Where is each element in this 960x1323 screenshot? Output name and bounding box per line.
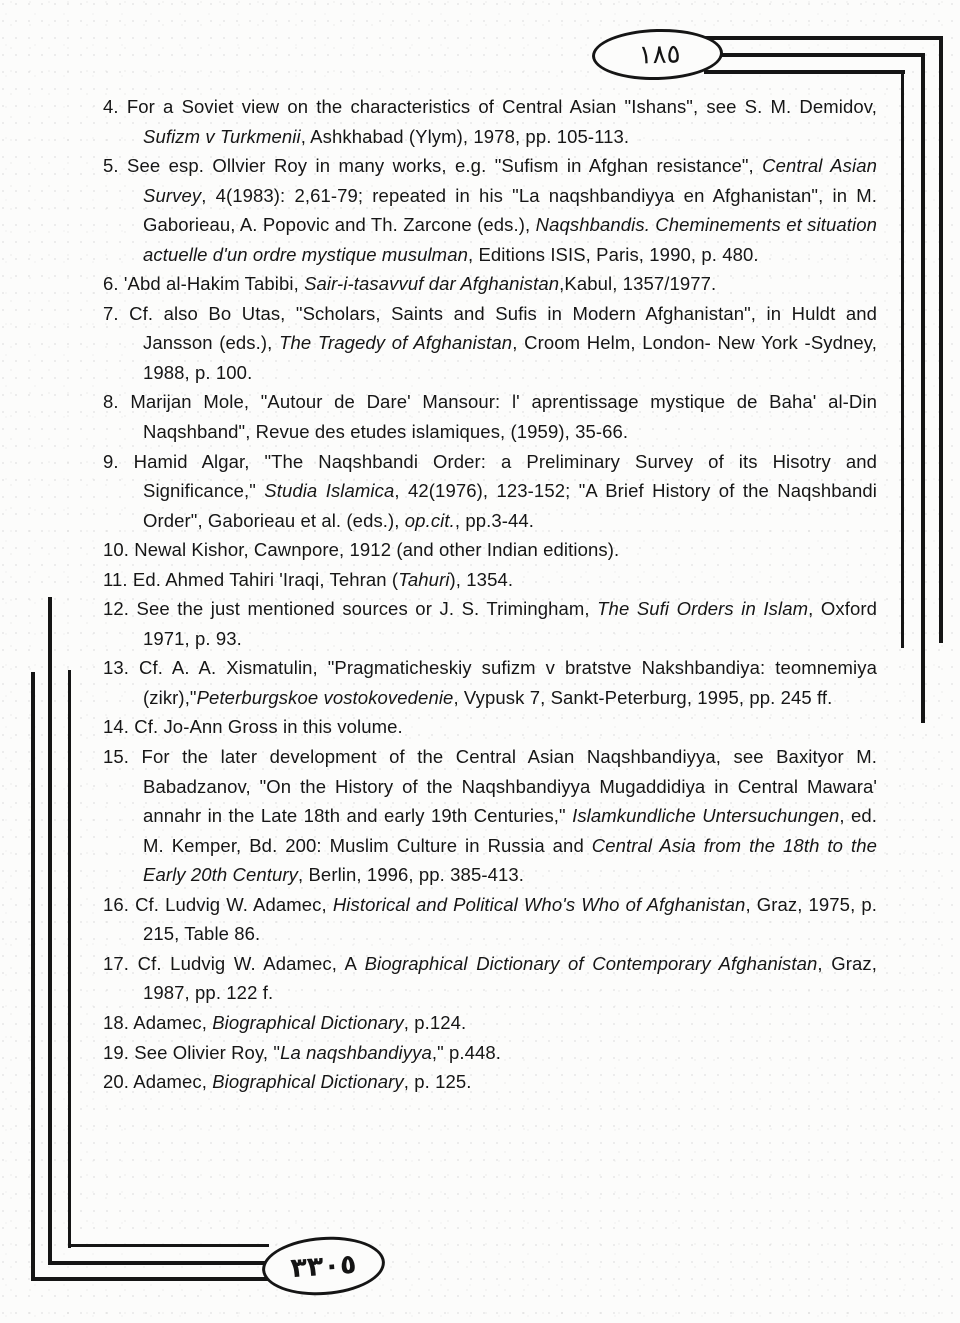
endnote-text-segment: Hamid Algar, "The Naqshbandi Order: a Preliminary Survey of its Hisotry and Significance," xyxy=(133,450,877,502)
frame-line-left-middle xyxy=(48,597,52,1265)
endnote-item xyxy=(103,269,877,299)
endnote-number: 12. xyxy=(103,598,130,620)
page-number-top: ١٨٥ xyxy=(638,38,681,70)
endnote-text-segment: See the just mentioned sources or J. S. Trimingham, xyxy=(136,598,598,620)
endnote-number: 8. xyxy=(103,391,119,413)
endnote-number: 5. xyxy=(103,155,119,177)
frame-line-top-inner xyxy=(704,70,905,74)
frame-line-right-outer xyxy=(939,36,943,643)
endnotes-list xyxy=(103,92,877,1097)
endnote-text-segment: For the later development of the Central Asian Naqshbandiyya, see Baxityor M. Babadzanov, "On the History of the Naqshbandiyya Mugaddidiya in Central Mawara' annahr in the Late 18th and early 19th Centuries," xyxy=(141,746,877,827)
endnote-text-segment: , pp.3-44. xyxy=(454,509,535,531)
endnote-text-segment: Biographical Dictionary xyxy=(212,1071,404,1093)
endnote-text-segment: , p.124. xyxy=(403,1011,467,1033)
endnote-text-segment: For a Soviet view on the characteristics of Central Asian "Ishans", see S. M. Demidov, xyxy=(126,96,877,117)
endnote-item xyxy=(103,387,877,446)
frame-line-right-inner xyxy=(901,70,904,648)
endnote-text-segment: Central Asian Survey xyxy=(143,155,877,206)
endnote-number: 9. xyxy=(103,450,119,472)
endnote-text-segment: Cf. also Bo Utas, "Scholars, Saints and Sufis in Modern Afghanistan", in Huldt and Jansson (eds.), xyxy=(129,302,877,354)
endnote-item xyxy=(103,712,877,742)
endnote-text-segment: 'Abd al-Hakim Tabibi, xyxy=(123,273,305,295)
endnote-text-segment: , Vypusk 7, Sankt-Peterburg, 1995, pp. 245 ff. xyxy=(453,686,833,708)
endnote-text-segment: Peterburgskoe vostokovedenie xyxy=(196,686,454,708)
frame-line-bottom-middle xyxy=(48,1261,269,1265)
endnote-text-segment: Sufizm v Turkmenii xyxy=(143,125,301,147)
endnote-text-segment: Adamec, xyxy=(133,1071,213,1093)
endnote-text-segment: Studia Islamica xyxy=(264,480,395,502)
endnote-number: 16. xyxy=(103,893,130,915)
endnote-item xyxy=(103,299,877,388)
endnote-number: 14. xyxy=(103,716,130,738)
endnote-item xyxy=(103,447,877,536)
endnote-text-segment: The Sufi Orders in Islam xyxy=(597,598,809,620)
endnote-text-segment: Tahuri xyxy=(398,568,450,590)
endnote-text-segment: Historical and Political Who's Who of Afghanistan xyxy=(332,893,746,915)
endnote-item xyxy=(103,653,877,712)
endnote-number: 13. xyxy=(103,657,130,679)
endnote-text-segment: Ed. Ahmed Tahiri 'Iraqi, Tehran ( xyxy=(132,568,399,590)
frame-line-right-middle xyxy=(921,53,925,723)
endnote-item xyxy=(103,565,877,595)
endnote-text-segment: , Berlin, 1996, pp. 385-413. xyxy=(298,864,524,886)
page-number-bottom: ٣٣٠٥ xyxy=(289,1248,358,1284)
endnote-text-segment: , 42(1976), 123-152; "A Brief History of the Naqshbandi Order", Gaborieau et al. (eds.), xyxy=(143,480,877,531)
endnote-text-segment: Adamec, xyxy=(133,1011,213,1033)
frame-line-left-outer xyxy=(31,672,35,1281)
frame-line-bottom-outer xyxy=(31,1277,274,1281)
endnote-text-segment: , Oxford 1971, p. 93. xyxy=(143,598,877,649)
endnote-text-segment: Naqshbandis. Cheminements et situation actuelle d'un ordre mystique musulman xyxy=(143,214,877,265)
endnote-text-segment: The Tragedy of Afghanistan xyxy=(279,332,513,354)
endnote-item xyxy=(103,92,877,151)
endnote-text-segment: Biographical Dictionary of Contemporary Afghanistan xyxy=(364,952,818,974)
endnote-text-segment: , p. 125. xyxy=(403,1071,472,1093)
endnote-number: 17. xyxy=(103,952,130,974)
endnote-text-segment: Cf. A. A. Xismatulin, "Pragmaticheskiy sufizm v bratstve Nakshbandiya: teomnemiya (zikr)," xyxy=(139,657,877,708)
endnote-text-segment: , ed. M. Kemper, Bd. 200: Muslim Culture in Russia and xyxy=(143,805,877,856)
endnote-text-segment: See Olivier Roy, " xyxy=(134,1041,281,1063)
endnote-number: 6. xyxy=(103,273,119,295)
endnote-number: 7. xyxy=(103,302,119,324)
endnote-text-segment: , Graz, 1987, pp. 122 f. xyxy=(143,952,877,1004)
frame-line-top-middle xyxy=(702,53,925,57)
endnote-number: 19. xyxy=(103,1041,130,1063)
endnote-text-segment: Cf. Ludvig W. Adamec, xyxy=(135,893,333,915)
endnote-item xyxy=(103,949,877,1008)
endnote-text-segment: Cf. Ludvig W. Adamec, A xyxy=(137,952,365,974)
endnote-item xyxy=(103,151,877,269)
endnote-text-segment: Sair-i-tasavvuf dar Afghanistan xyxy=(304,273,560,295)
endnote-text-segment: , Croom Helm, London- New York -Sydney, 1988, p. 100. xyxy=(143,332,877,383)
endnote-text-segment: Marijan Mole, "Autour de Dare' Mansour: l' aprentissage mystique de Baha' al-Din Naqshband", Revue des etudes islamiques, (1959), 35-66. xyxy=(130,391,877,443)
page-number-badge-bottom xyxy=(260,1233,387,1299)
endnote-number: 4. xyxy=(103,96,119,117)
endnote-text-segment: ,Kabul, 1357/1977. xyxy=(559,273,717,295)
endnote-text-segment: ," p.448. xyxy=(431,1041,502,1063)
frame-line-left-inner xyxy=(68,670,71,1248)
endnote-item xyxy=(103,1067,877,1097)
endnote-text-segment: , Ashkhabad (Ylym), 1978, pp. 105-113. xyxy=(300,125,630,147)
endnote-text-segment: , 4(1983): 2,61-79; repeated in his "La naqshbandiyya en Afghanistan", in M. Gaborieau, A. Popovic and Th. Zarcone (eds.), xyxy=(143,184,877,236)
endnote-text-segment: , Editions ISIS, Paris, 1990, p. 480. xyxy=(467,243,759,265)
frame-line-bottom-inner xyxy=(68,1244,269,1247)
endnote-number: 18. xyxy=(103,1011,130,1033)
endnote-item xyxy=(103,535,877,565)
endnote-text-segment: ), 1354. xyxy=(449,568,514,590)
endnote-text-segment: Central Asia from the 18th to the Early 20th Century xyxy=(143,834,877,886)
endnote-number: 20. xyxy=(103,1071,130,1093)
endnote-item xyxy=(103,1008,877,1038)
frame-line-top-outer xyxy=(700,36,943,40)
endnote-text-segment: La naqshbandiyya xyxy=(280,1041,432,1063)
endnote-text-segment: Biographical Dictionary xyxy=(212,1011,404,1033)
endnote-text-segment: , Graz, 1975, p. 215, Table 86. xyxy=(143,893,877,945)
endnote-text-segment: Islamkundliche Untersuchungen xyxy=(572,805,840,827)
endnote-text-segment: Cf. Jo-Ann Gross in this volume. xyxy=(134,716,403,738)
endnote-number: 11. xyxy=(103,568,128,590)
endnote-number: 10. xyxy=(103,539,130,561)
endnote-text-segment: See esp. Ollvier Roy in many works, e.g. "Sufism in Afghan resistance", xyxy=(127,155,763,177)
endnote-item xyxy=(103,890,877,949)
endnote-item xyxy=(103,594,877,653)
endnote-number: 15. xyxy=(103,746,130,768)
endnote-item xyxy=(103,742,877,890)
endnote-item xyxy=(103,1038,877,1068)
endnote-text-segment: op.cit. xyxy=(404,509,455,531)
endnote-text-segment: Newal Kishor, Cawnpore, 1912 (and other Indian editions). xyxy=(134,539,620,561)
